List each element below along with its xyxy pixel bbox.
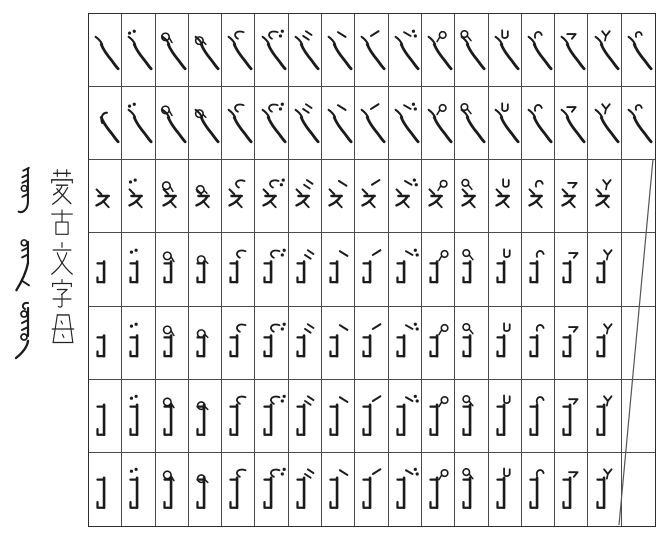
syllable-cell-ɣu [255, 307, 288, 380]
mongolian-glyph [290, 465, 320, 513]
mongolian-glyph [323, 99, 353, 147]
syllable-cell-či [489, 160, 522, 233]
syllable-cell-rü [588, 453, 621, 526]
syllable-cell-mü [289, 453, 322, 526]
mongolian-glyph [157, 172, 187, 220]
mongolian-glyph [190, 26, 220, 74]
mongolian-glyph [556, 465, 586, 513]
mongolian-glyph [456, 172, 486, 220]
syllable-cell-ge [255, 87, 288, 160]
mongolian-glyph [223, 319, 253, 367]
mongolian-glyph [157, 99, 187, 147]
syllable-cell-be [156, 87, 189, 160]
mongolian-glyph [556, 26, 586, 74]
syllable-cell-di [455, 160, 488, 233]
mongolian-glyph [456, 319, 486, 367]
mongolian-glyph [356, 319, 386, 367]
chinese-char-glyph [47, 241, 77, 277]
mongolian-glyph [423, 99, 453, 147]
syllable-cell-ǰa [522, 14, 555, 87]
mongolian-word-glyphs [14, 166, 40, 222]
chinese-char-glyph [47, 208, 77, 238]
chinese-char-glyph [47, 311, 77, 347]
mongolian-glyph [423, 465, 453, 513]
syllable-cell-de [455, 87, 488, 160]
syllable-cell-ri [588, 160, 621, 233]
syllable-cell-gü [255, 453, 288, 526]
mongolian-glyph [590, 99, 620, 147]
mongolian-glyph [223, 99, 253, 147]
syllable-cell-ǰü [522, 453, 555, 526]
mongolian-glyph [257, 26, 287, 74]
mongolian-glyph [157, 26, 187, 74]
syllable-cell-lö [322, 380, 355, 453]
syllable-cell-pe [189, 87, 222, 160]
syllable-cell-i [89, 160, 122, 233]
mongolian-glyph [190, 245, 220, 293]
mongolian-glyph [223, 392, 253, 440]
mongolian-glyph [223, 245, 253, 293]
syllable-cell-mi [289, 160, 322, 233]
syllable-cell-nü [122, 453, 155, 526]
mongolian-glyph [556, 245, 586, 293]
mongolian-glyph [123, 319, 153, 367]
mongolian-glyph [157, 392, 187, 440]
mongolian-glyph [123, 26, 153, 74]
syllable-cell-ö [89, 380, 122, 453]
syllable-cell-se [355, 87, 388, 160]
mongolian-glyph [590, 465, 620, 513]
syllable-cell-no [122, 233, 155, 306]
mongolian-glyph [257, 99, 287, 147]
mongolian-glyph [257, 392, 287, 440]
mongolian-glyph [490, 245, 520, 293]
mongolian-glyph [323, 392, 353, 440]
syllable-cell-mu [289, 307, 322, 380]
mongolian-glyph [590, 392, 620, 440]
syllable-cell-mö [289, 380, 322, 453]
mongolian-glyph [356, 465, 386, 513]
mongolian-glyph [356, 392, 386, 440]
mongolian-glyph [390, 99, 420, 147]
syllable-cell-ra [588, 14, 621, 87]
mongolian-glyph [190, 172, 220, 220]
syllable-cell-wa [622, 14, 655, 87]
syllable-cell-ro [588, 233, 621, 306]
syllable-cell-gi [255, 160, 288, 233]
mongolian-glyph [423, 172, 453, 220]
syllable-cell-šu [389, 307, 422, 380]
syllable-cell-ta [422, 14, 455, 87]
syllable-cell-če [489, 87, 522, 160]
mongolian-glyph [223, 26, 253, 74]
syllable-cell-re [588, 87, 621, 160]
syllable-cell-to [422, 233, 455, 306]
syllable-cell-čü [489, 453, 522, 526]
mongolian-title-word-1 [14, 166, 40, 222]
mongolian-glyph [523, 392, 553, 440]
mongolian-glyph [90, 319, 120, 367]
mongolian-title-word-2 [14, 238, 40, 296]
syllable-cell-li [322, 160, 355, 233]
syllable-cell-pi [189, 160, 222, 233]
syllable-cell-o [89, 233, 122, 306]
mongolian-glyph [556, 99, 586, 147]
syllable-cell-ɣa [255, 14, 288, 87]
syllable-cell-so [355, 233, 388, 306]
mongolian-glyph [90, 465, 120, 513]
mongolian-glyph [257, 319, 287, 367]
mongolian-glyph [223, 465, 253, 513]
mongolian-glyph [490, 99, 520, 147]
syllable-cell-me [289, 87, 322, 160]
syllable-cell-bu [156, 307, 189, 380]
mongolian-glyph [90, 99, 120, 147]
syllable-cell-sa [355, 14, 388, 87]
mongolian-glyph [290, 245, 320, 293]
mongolian-glyph [123, 245, 153, 293]
chinese-char-meng [47, 168, 79, 206]
syllable-cell-lü [322, 453, 355, 526]
mongolian-glyph [323, 172, 353, 220]
mongolian-glyph [290, 319, 320, 367]
syllable-cell-bi [156, 160, 189, 233]
syllable-cell-mo [289, 233, 322, 306]
syllable-cell-ši [389, 160, 422, 233]
syllable-cell-šo [389, 233, 422, 306]
mongolian-glyph [323, 319, 353, 367]
syllable-cell-ǰö [522, 380, 555, 453]
mongolian-glyph [257, 245, 287, 293]
mongolian-glyph [490, 392, 520, 440]
mongolian-glyph [456, 465, 486, 513]
chinese-char-wen [47, 241, 79, 277]
mongolian-glyph [257, 465, 287, 513]
syllable-cell-ki [222, 160, 255, 233]
mongolian-glyph [157, 245, 187, 293]
syllable-cell-ne [122, 87, 155, 160]
syllable-cell-nö [122, 380, 155, 453]
syllable-cell-kö [222, 380, 255, 453]
syllable-cell-sü [355, 453, 388, 526]
syllable-cell-we [622, 87, 655, 160]
empty-cell [622, 160, 655, 233]
syllable-table [88, 13, 656, 527]
mongolian-glyph [290, 172, 320, 220]
syllable-grid [89, 14, 655, 526]
mongolian-glyph [90, 245, 120, 293]
syllable-cell-pu [189, 307, 222, 380]
syllable-cell-bü [156, 453, 189, 526]
mongolian-glyph [190, 465, 220, 513]
mongolian-glyph [523, 319, 553, 367]
syllable-cell-na [122, 14, 155, 87]
syllable-cell-du [455, 307, 488, 380]
mongolian-title-word-3 [14, 300, 40, 360]
syllable-cell-čö [489, 380, 522, 453]
mongolian-glyph [623, 26, 653, 74]
syllable-cell-ča [489, 14, 522, 87]
empty-cell [622, 453, 655, 526]
mongolian-glyph [456, 245, 486, 293]
syllable-cell-bo [156, 233, 189, 306]
mongolian-glyph [556, 172, 586, 220]
chinese-char-zi [47, 278, 79, 310]
syllable-cell-ǰe [522, 87, 555, 160]
syllable-cell-si [355, 160, 388, 233]
mongolian-glyph [356, 99, 386, 147]
mongolian-glyph [523, 26, 553, 74]
mongolian-glyph [456, 26, 486, 74]
mongolian-glyph [390, 319, 420, 367]
syllable-cell-yö [555, 380, 588, 453]
mongolian-glyph [556, 319, 586, 367]
syllable-cell-ni [122, 160, 155, 233]
syllable-cell-ti [422, 160, 455, 233]
syllable-cell-yü [555, 453, 588, 526]
syllable-cell-ǰu [522, 307, 555, 380]
syllable-cell-pa [189, 14, 222, 87]
chinese-char-glyph [47, 168, 77, 206]
mongolian-glyph [490, 26, 520, 74]
chinese-char-mu [47, 311, 79, 347]
syllable-cell-qo [222, 233, 255, 306]
mongolian-glyph [590, 245, 620, 293]
syllable-cell-dö [455, 380, 488, 453]
mongolian-glyph [556, 392, 586, 440]
syllable-cell-yo [555, 233, 588, 306]
syllable-cell-qa [222, 14, 255, 87]
mongolian-glyph [290, 26, 320, 74]
syllable-cell-ba [156, 14, 189, 87]
mongolian-glyph [323, 465, 353, 513]
syllable-cell-po [189, 233, 222, 306]
syllable-cell-rö [588, 380, 621, 453]
chinese-char-gu [47, 208, 79, 238]
mongolian-glyph [290, 99, 320, 147]
mongolian-glyph [223, 172, 253, 220]
syllable-cell-šö [389, 380, 422, 453]
mongolian-glyph [523, 172, 553, 220]
syllable-cell-nu [122, 307, 155, 380]
syllable-cell-sö [355, 380, 388, 453]
mongolian-glyph [490, 172, 520, 220]
mongolian-glyph [423, 392, 453, 440]
mongolian-glyph [90, 26, 120, 74]
syllable-cell-šü [389, 453, 422, 526]
mongolian-glyph [123, 392, 153, 440]
syllable-cell-yi [555, 160, 588, 233]
syllable-cell-yu [555, 307, 588, 380]
syllable-cell-pö [189, 380, 222, 453]
mongolian-glyph [356, 172, 386, 220]
syllable-cell-ru [588, 307, 621, 380]
syllable-cell-ye [555, 87, 588, 160]
chinese-char-glyph [47, 278, 77, 310]
syllable-cell-gö [255, 380, 288, 453]
mongolian-word-glyphs [14, 300, 40, 360]
empty-cell [622, 307, 655, 380]
syllable-cell-ǰo [522, 233, 555, 306]
syllable-cell-še [389, 87, 422, 160]
mongolian-glyph [523, 99, 553, 147]
syllable-cell-le [322, 87, 355, 160]
mongolian-glyph [456, 99, 486, 147]
mongolian-glyph [157, 319, 187, 367]
mongolian-glyph [390, 392, 420, 440]
mongolian-glyph [423, 319, 453, 367]
syllable-cell-ya [555, 14, 588, 87]
mongolian-glyph [423, 245, 453, 293]
mongolian-glyph [123, 172, 153, 220]
mongolian-glyph [523, 465, 553, 513]
mongolian-glyph [590, 319, 620, 367]
syllable-cell-lu [322, 307, 355, 380]
syllable-cell-pü [189, 453, 222, 526]
syllable-cell-te [422, 87, 455, 160]
syllable-cell-ke [222, 87, 255, 160]
syllable-cell-dü [455, 453, 488, 526]
mongolian-glyph [323, 26, 353, 74]
syllable-cell-do [455, 233, 488, 306]
mongolian-glyph [190, 99, 220, 147]
syllable-cell-tu [422, 307, 455, 380]
syllable-cell-tü [422, 453, 455, 526]
syllable-cell-qu [222, 307, 255, 380]
syllable-cell-su [355, 307, 388, 380]
syllable-cell-a [89, 14, 122, 87]
syllable-cell-la [322, 14, 355, 87]
mongolian-glyph [390, 172, 420, 220]
mongolian-glyph [90, 392, 120, 440]
mongolian-glyph [590, 172, 620, 220]
syllable-cell-da [455, 14, 488, 87]
syllable-cell-ša [389, 14, 422, 87]
mongolian-glyph [590, 26, 620, 74]
mongolian-glyph [356, 26, 386, 74]
syllable-cell-ɣo [255, 233, 288, 306]
mongolian-glyph [423, 26, 453, 74]
mongolian-glyph [490, 319, 520, 367]
mongolian-glyph [490, 465, 520, 513]
mongolian-glyph [123, 465, 153, 513]
mongolian-glyph [290, 392, 320, 440]
mongolian-glyph [456, 392, 486, 440]
mongolian-word-glyphs [14, 238, 40, 296]
mongolian-glyph [257, 172, 287, 220]
syllable-cell-tö [422, 380, 455, 453]
mongolian-glyph [390, 465, 420, 513]
mongolian-glyph [323, 245, 353, 293]
mongolian-glyph [123, 99, 153, 147]
syllable-cell-bö [156, 380, 189, 453]
mongolian-glyph [157, 465, 187, 513]
syllable-cell-ü [89, 453, 122, 526]
syllable-cell-ču [489, 307, 522, 380]
mongolian-glyph [390, 245, 420, 293]
syllable-cell-kü [222, 453, 255, 526]
mongolian-glyph [190, 319, 220, 367]
syllable-cell-ǰi [522, 160, 555, 233]
mongolian-glyph [190, 392, 220, 440]
mongolian-glyph [390, 26, 420, 74]
syllable-cell-e [89, 87, 122, 160]
mongolian-glyph [90, 172, 120, 220]
syllable-cell-lo [322, 233, 355, 306]
empty-cell [622, 233, 655, 306]
empty-cell [622, 380, 655, 453]
syllable-cell-u [89, 307, 122, 380]
syllable-cell-čo [489, 233, 522, 306]
mongolian-glyph [623, 99, 653, 147]
syllable-cell-ma [289, 14, 322, 87]
mongolian-glyph [356, 245, 386, 293]
mongolian-glyph [523, 245, 553, 293]
